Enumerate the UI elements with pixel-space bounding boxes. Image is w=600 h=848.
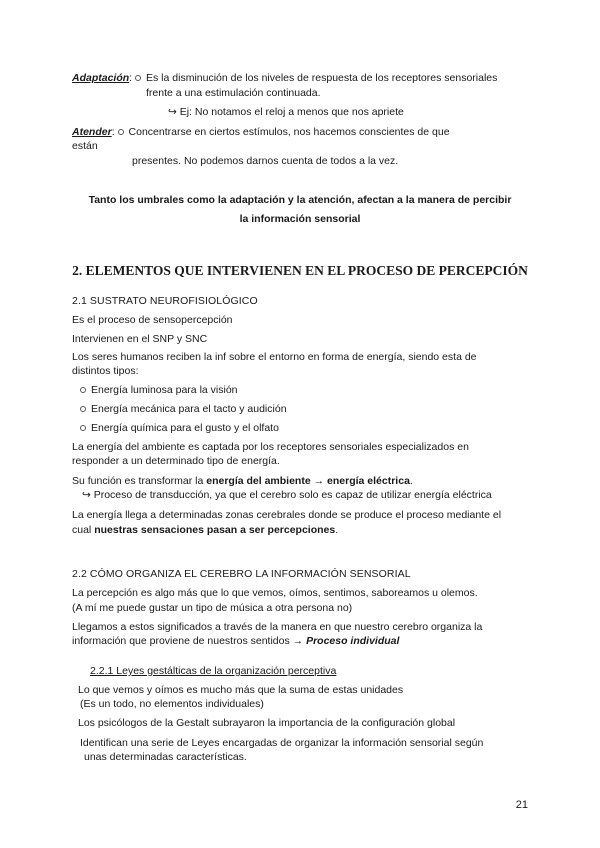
paragraph: Lo que vemos y oímos es mucho más que la suma de estas unidades	[78, 684, 404, 696]
bullet-icon	[80, 387, 86, 393]
list-item: Energía luminosa para la visión	[80, 383, 238, 397]
paragraph: unas determinadas características.	[84, 751, 247, 763]
bullet-icon	[118, 129, 124, 135]
paragraph: (A mí me puede gustar un tipo de música a otra persona no)	[72, 602, 353, 614]
paragraph: ↪ Proceso de transducción, ya que el cerebro solo es capaz de utilizar energía eléctrica	[82, 489, 492, 501]
bullet-icon	[135, 75, 141, 81]
page-number: 21	[515, 799, 528, 811]
adaptacion-line: Adaptación: Es la disminución de los niveles de respuesta de los receptores sensoriales	[72, 72, 498, 84]
atender-text2: están	[72, 140, 98, 152]
paragraph: (Es un todo, no elementos individuales)	[80, 698, 264, 710]
atender-text1: Concentrarse en ciertos estímulos, nos hacemos conscientes de que	[128, 126, 450, 138]
paragraph: Identifican una serie de Leyes encargadas de organizar la información sensorial según	[80, 737, 484, 749]
atender-text3: presentes. No podemos darnos cuenta de todos a la vez.	[132, 155, 399, 167]
paragraph: Los seres humanos reciben la inf sobre el entorno en forma de energía, siendo esta de	[72, 351, 477, 363]
paragraph: cual nuestras sensaciones pasan a ser percepciones.	[72, 524, 339, 536]
paragraph: Su función es transformar la energía del ambiente → energía eléctrica.	[72, 475, 413, 487]
paragraph: Es el proceso de sensopercepción	[72, 314, 233, 326]
bullet-icon	[80, 425, 86, 431]
adaptacion-text1: Es la disminución de los niveles de respuesta de los receptores sensoriales	[146, 72, 498, 84]
atender-line: Atender: Concentrarse en ciertos estímulos, nos hacemos conscientes de que	[72, 126, 450, 138]
summary-line2: la información sensorial	[239, 213, 361, 225]
paragraph: Intervienen en el SNP y SNC	[72, 333, 208, 345]
paragraph: La energía del ambiente es captada por los receptores sensoriales especializados en	[72, 441, 469, 453]
adaptacion-example: ↪ Ej: No notamos el reloj a menos que nos apriete	[168, 106, 404, 118]
paragraph: información que proviene de nuestros sentidos → Proceso individual	[72, 635, 400, 647]
list-item: Energía química para el gusto y el olfato	[80, 421, 279, 435]
section-heading: 2. ELEMENTOS QUE INTERVIENEN EN EL PROCESO DE PERCEPCIÓN	[72, 263, 528, 278]
list-item: Energía mecánica para el tacto y audición	[80, 402, 287, 416]
subsection-title-2-2-1: 2.2.1 Leyes gestálticas de la organización perceptiva	[90, 665, 337, 677]
paragraph: Los psicólogos de la Gestalt subrayaron la importancia de la configuración global	[78, 717, 456, 729]
paragraph: La energía llega a determinadas zonas cerebrales donde se produce el proceso mediante el	[72, 509, 502, 521]
bullet-icon	[80, 406, 86, 412]
paragraph: Llegamos a estos significados a través de la manera en que nuestro cerebro organiza la	[72, 621, 483, 633]
atender-term: Atender	[72, 126, 112, 138]
summary-line1: Tanto los umbrales como la adaptación y la atención, afectan a la manera de percibir	[88, 194, 512, 206]
paragraph: distintos tipos:	[72, 365, 139, 377]
paragraph: responder a un determinado tipo de energía.	[72, 455, 280, 467]
paragraph: La percepción es algo más que lo que vemos, oímos, sentimos, saboreamos u olemos.	[72, 587, 478, 599]
adaptacion-term: Adaptación	[72, 72, 130, 84]
subsection-title-2-2: 2.2 CÓMO ORGANIZA EL CEREBRO LA INFORMACIÓN SENSORIAL	[72, 568, 411, 580]
adaptacion-text2: frente a una estimulación continuada.	[146, 87, 321, 99]
subsection-title-2-1: 2.1 SUSTRATO NEUROFISIOLÓGICO	[72, 295, 258, 307]
